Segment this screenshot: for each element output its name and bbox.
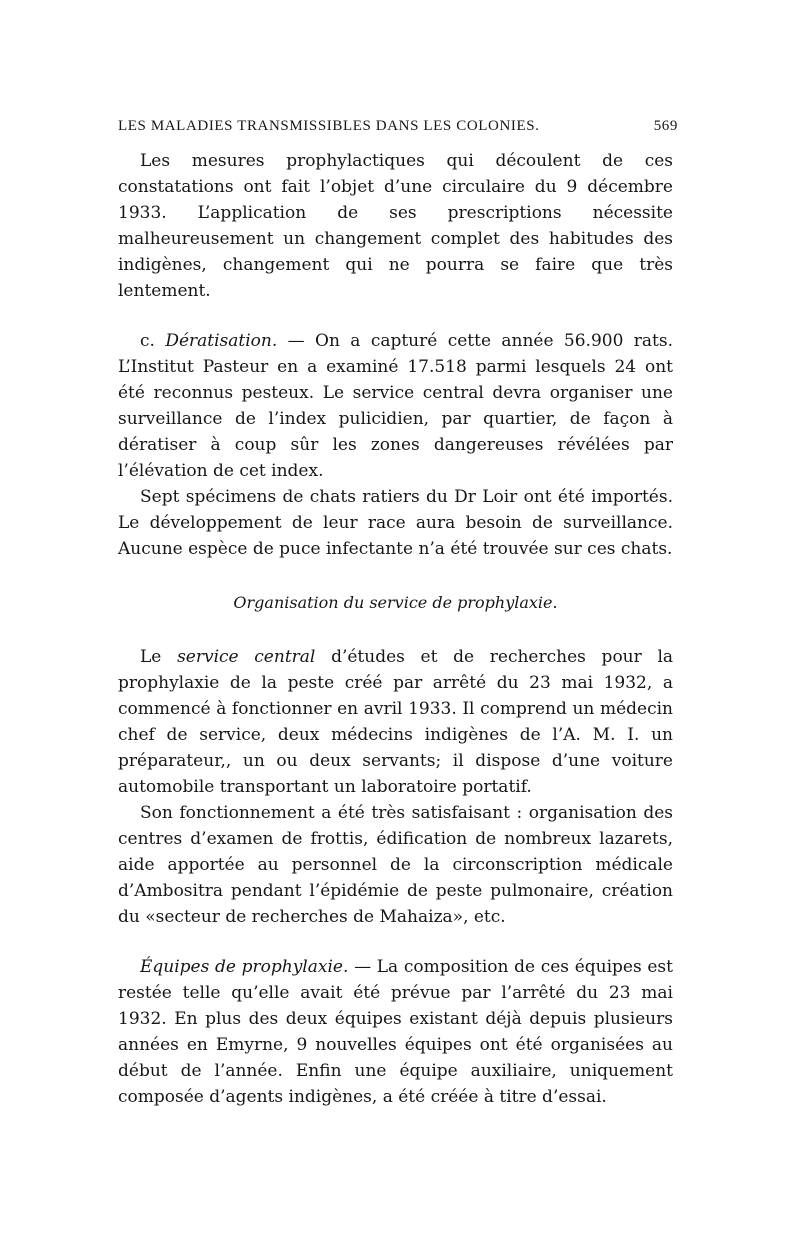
paragraph-chats-ratiers: Sept spécimens de chats ratiers du Dr Loir ont été importés. Le développement de leur race aura besoin de surveillance. Aucune espèce de puce infectante n’a été trouvée sur ces chats. [118,487,673,559]
paragraph-service-central [118,644,673,800]
section-title-equipes: Équipes de prophylaxie. [140,957,349,977]
paragraph-text: — On a capturé cette année 56.900 rats. L’Institut Pasteur en a examiné 17.518 parmi lesquels 24 ont été reconnus pesteux. Le service central devra organiser une surveillance de l’index pulicidien, par quartier, de façon à dératiser à coup sûr les zones dangereuses révélées par l’élévation de cet index. [118,331,674,481]
section-title-deratisation: Dératisation. [165,331,278,351]
paragraph-circulaire: Les mesures prophylactiques qui découlent de ces constatations ont fait l’objet d’une circulaire du 9 décembre 1933. L’application de ses prescriptions nécessite malheureusement un changement complet des habitudes des indigènes, changement qui ne pourra se faire que très lentement. [118,151,673,301]
paragraph-lead: Le [140,647,162,667]
section-heading-organisation: Organisation du service de prophylaxie. [233,593,558,612]
term-service-central: service central [177,647,316,667]
body-text [118,148,673,1110]
page-number: 569 [653,118,678,134]
paragraph-fonctionnement: Son fonctionnement a été très satisfaisant : organisation des centres d’examen de frottis, édification de nombreux lazarets, aide apportée au personnel de la circonscription médicale d’Ambositra pendant l’épidémie de peste pulmonaire, création du «secteur de recherches de Mahaiza», etc. [118,803,673,927]
running-header [118,118,678,135]
paragraph-deratisation [118,328,673,484]
paragraph-text: d’études et de recherches pour la prophylaxie de la peste créé par arrêté du 23 mai 1932, a commencé à fonctionner en avril 1933. Il comprend un médecin chef de service, deux médecins indigènes de l’A. M. I. un préparateur,, un ou deux servants; il dispose d’une voiture automobile transportant un laboratoire portatif. [118,647,674,797]
running-title: LES MALADIES TRANSMISSIBLES DANS LES COLONIES. [118,118,540,134]
paragraph-equipes [118,954,673,1110]
section-label: c. [140,331,155,351]
paragraph-text: — La composition de ces équipes est restée telle qu’elle avait été prévue par l’arrêté du 23 mai 1932. En plus des deux équipes existant déjà depuis plusieurs années en Emyrne, 9 nouvelles équipes ont été organisées au début de l’année. Enfin une équipe auxiliaire, uniquement composée d’agents indigènes, a été créée à titre d’essai. [118,957,673,1107]
